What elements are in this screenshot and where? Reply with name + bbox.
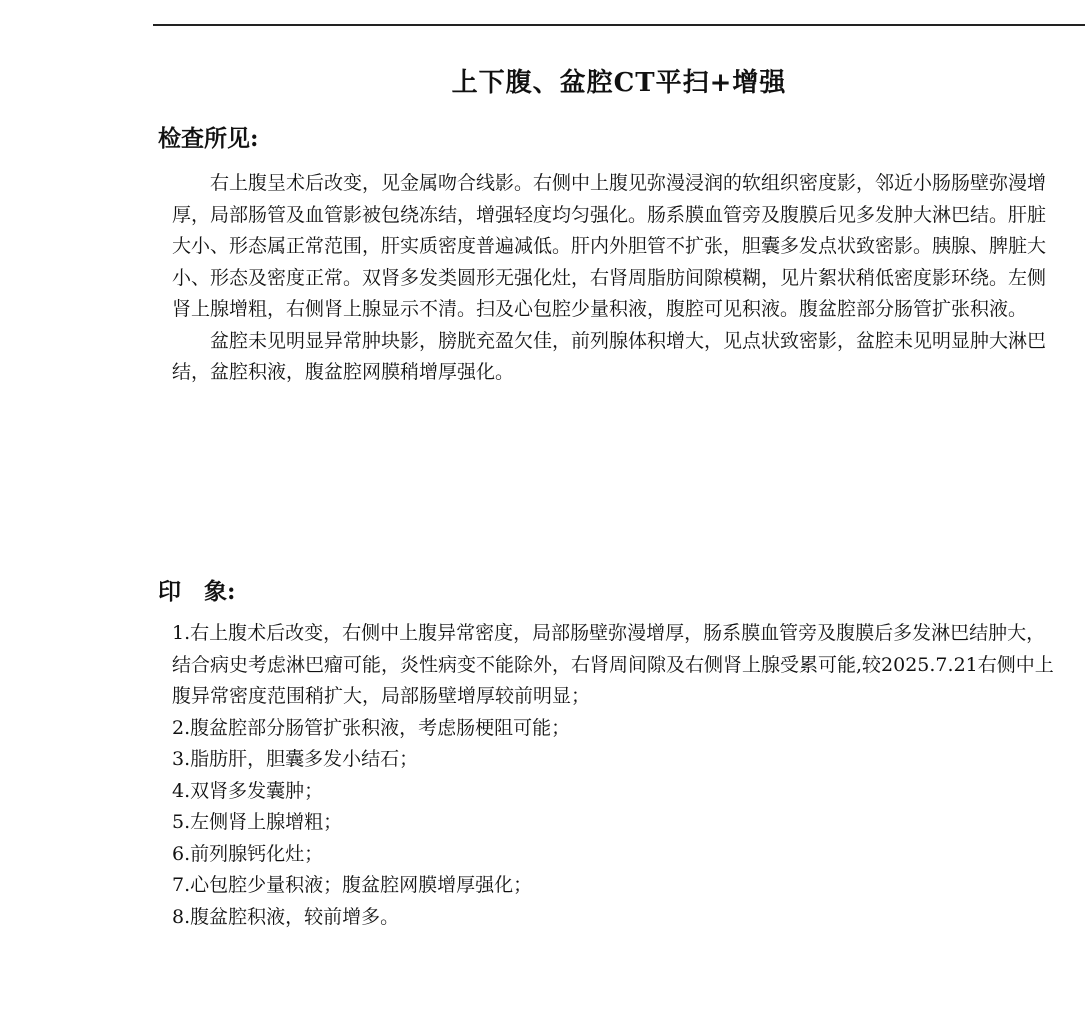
impression-item: 8.腹盆腔积液，较前增多。 [172,905,400,928]
impression-item: 7.心包腔少量积液；腹盆腔网膜增厚强化； [172,874,533,896]
impression-item: 6.前列腺钙化灶； [172,842,324,865]
impression-heading: 印 象: [158,578,236,605]
impression-item: 3.脂肪肝，胆囊多发小结石； [172,748,419,770]
report-title: 上下腹、盆腔CT平扫+增强 [451,68,787,98]
impression-item: 5.左侧肾上腺增粗； [172,811,343,833]
findings-paragraph: 右上腹呈术后改变，见金属吻合线影。右侧中上腹见弥漫浸润的软组织密度影，邻近小肠肠壁弥漫增厚，局部肠管及血管影被包绕冻结，增强轻度均匀强化。肠系膜血管旁及腹膜后见多发肿大淋巴结。肝脏大小、形态属正常范围，肝实质密度普遍减低。肝内外胆管不扩张，胆囊多发点状致密影。胰腺、脾脏大小、形态及密度正常。双肾多发类圆形无强化灶，右肾周脂肪间隙模糊，见片絮状稍低密度影环绕。左侧肾上腺增粗，右侧肾上腺显示不清。扫及心包腔少量积液，腹腔可见积液。腹盆腔部分肠管扩张积液。 [172,172,1047,320]
impression-item: 1.右上腹术后改变，右侧中上腹异常密度，局部肠壁弥漫增厚，肠系膜血管旁及腹膜后多发淋巴结肿大，结合病史考虑淋巴瘤可能，炎性病变不能除外，右肾周间隙及右侧肾上腺受累可能,较2025.7.21右侧中上腹异常密度范围稍扩大，局部肠壁增厚较前明显； [172,622,1054,707]
findings-heading: 检查所见: [158,125,259,152]
findings-body [172,168,1052,389]
impression-list [172,618,1057,933]
findings-paragraph: 盆腔未见明显异常肿块影，膀胱充盈欠佳，前列腺体积增大，见点状致密影，盆腔未见明显肿大淋巴结，盆腔积液，腹盆腔网膜稍增厚强化。 [172,329,1047,383]
impression-item: 2.腹盆腔部分肠管扩张积液，考虑肠梗阻可能； [172,716,571,739]
impression-item: 4.双肾多发囊肿； [172,779,324,802]
header-divider [153,24,1085,26]
